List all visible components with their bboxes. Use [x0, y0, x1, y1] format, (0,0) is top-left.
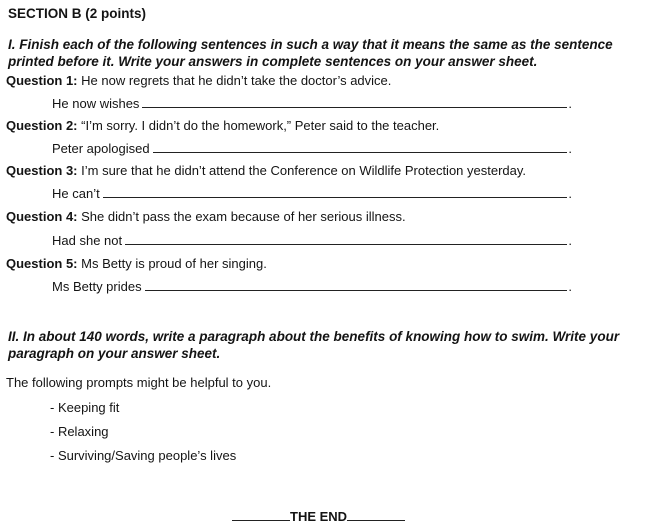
question-2 — [6, 118, 439, 133]
answer-line-3 — [52, 186, 572, 201]
question-text: Ms Betty is proud of her singing. — [81, 256, 267, 271]
answer-end: . — [568, 186, 572, 201]
prompts-intro: The following prompts might be helpful to you. — [6, 375, 272, 390]
footer-line-right — [347, 509, 405, 521]
question-label: Question 4: — [6, 209, 78, 224]
answer-line-4 — [52, 233, 572, 248]
answer-stem: Had she not — [52, 233, 123, 248]
prompt-item: - Keeping fit — [50, 400, 120, 415]
answer-line-5 — [52, 279, 572, 294]
question-4 — [6, 209, 406, 224]
answer-end: . — [568, 96, 572, 111]
question-3 — [6, 163, 526, 178]
blank-line — [153, 141, 568, 153]
question-text: I’m sure that he didn’t attend the Conference on Wildlife Protection yesterday. — [81, 163, 527, 178]
question-1 — [6, 73, 391, 88]
question-label: Question 5: — [6, 256, 78, 271]
answer-end: . — [568, 233, 572, 248]
answer-stem: He can’t — [52, 186, 100, 201]
question-label: Question 1: — [6, 73, 78, 88]
question-5 — [6, 256, 267, 271]
answer-end: . — [568, 141, 572, 156]
blank-line — [103, 186, 568, 198]
prompt-item: - Surviving/Saving people’s lives — [50, 448, 237, 463]
blank-line — [145, 279, 568, 291]
blank-line — [142, 96, 567, 108]
question-label: Question 2: — [6, 118, 78, 133]
question-text: He now regrets that he didn’t take the doctor’s advice. — [81, 73, 392, 88]
answer-stem: Ms Betty prides — [52, 279, 142, 294]
part2-instruction: II. In about 140 words, write a paragraph about the benefits of knowing how to swim. Write your paragraph on your answer sheet. — [8, 329, 620, 361]
question-text: She didn’t pass the exam because of her serious illness. — [81, 209, 406, 224]
question-text: “I’m sorry. I didn’t do the homework,” Peter said to the teacher. — [81, 118, 440, 133]
the-end-footer — [232, 509, 405, 524]
question-label: Question 3: — [6, 163, 78, 178]
answer-line-2 — [52, 141, 572, 156]
answer-line-1 — [52, 96, 572, 111]
footer-line-left — [232, 509, 290, 521]
blank-line — [125, 233, 567, 245]
answer-stem: Peter apologised — [52, 141, 150, 156]
part1-instruction: I. Finish each of the following sentences in such a way that it means the same as the sentence printed before it. Write your answers in complete sentences on your answer sheet. — [8, 37, 613, 69]
section-title: SECTION B (2 points) — [8, 6, 146, 21]
prompt-item: - Relaxing — [50, 424, 109, 439]
answer-stem: He now wishes — [52, 96, 140, 111]
the-end-text: THE END — [290, 509, 348, 524]
answer-end: . — [568, 279, 572, 294]
